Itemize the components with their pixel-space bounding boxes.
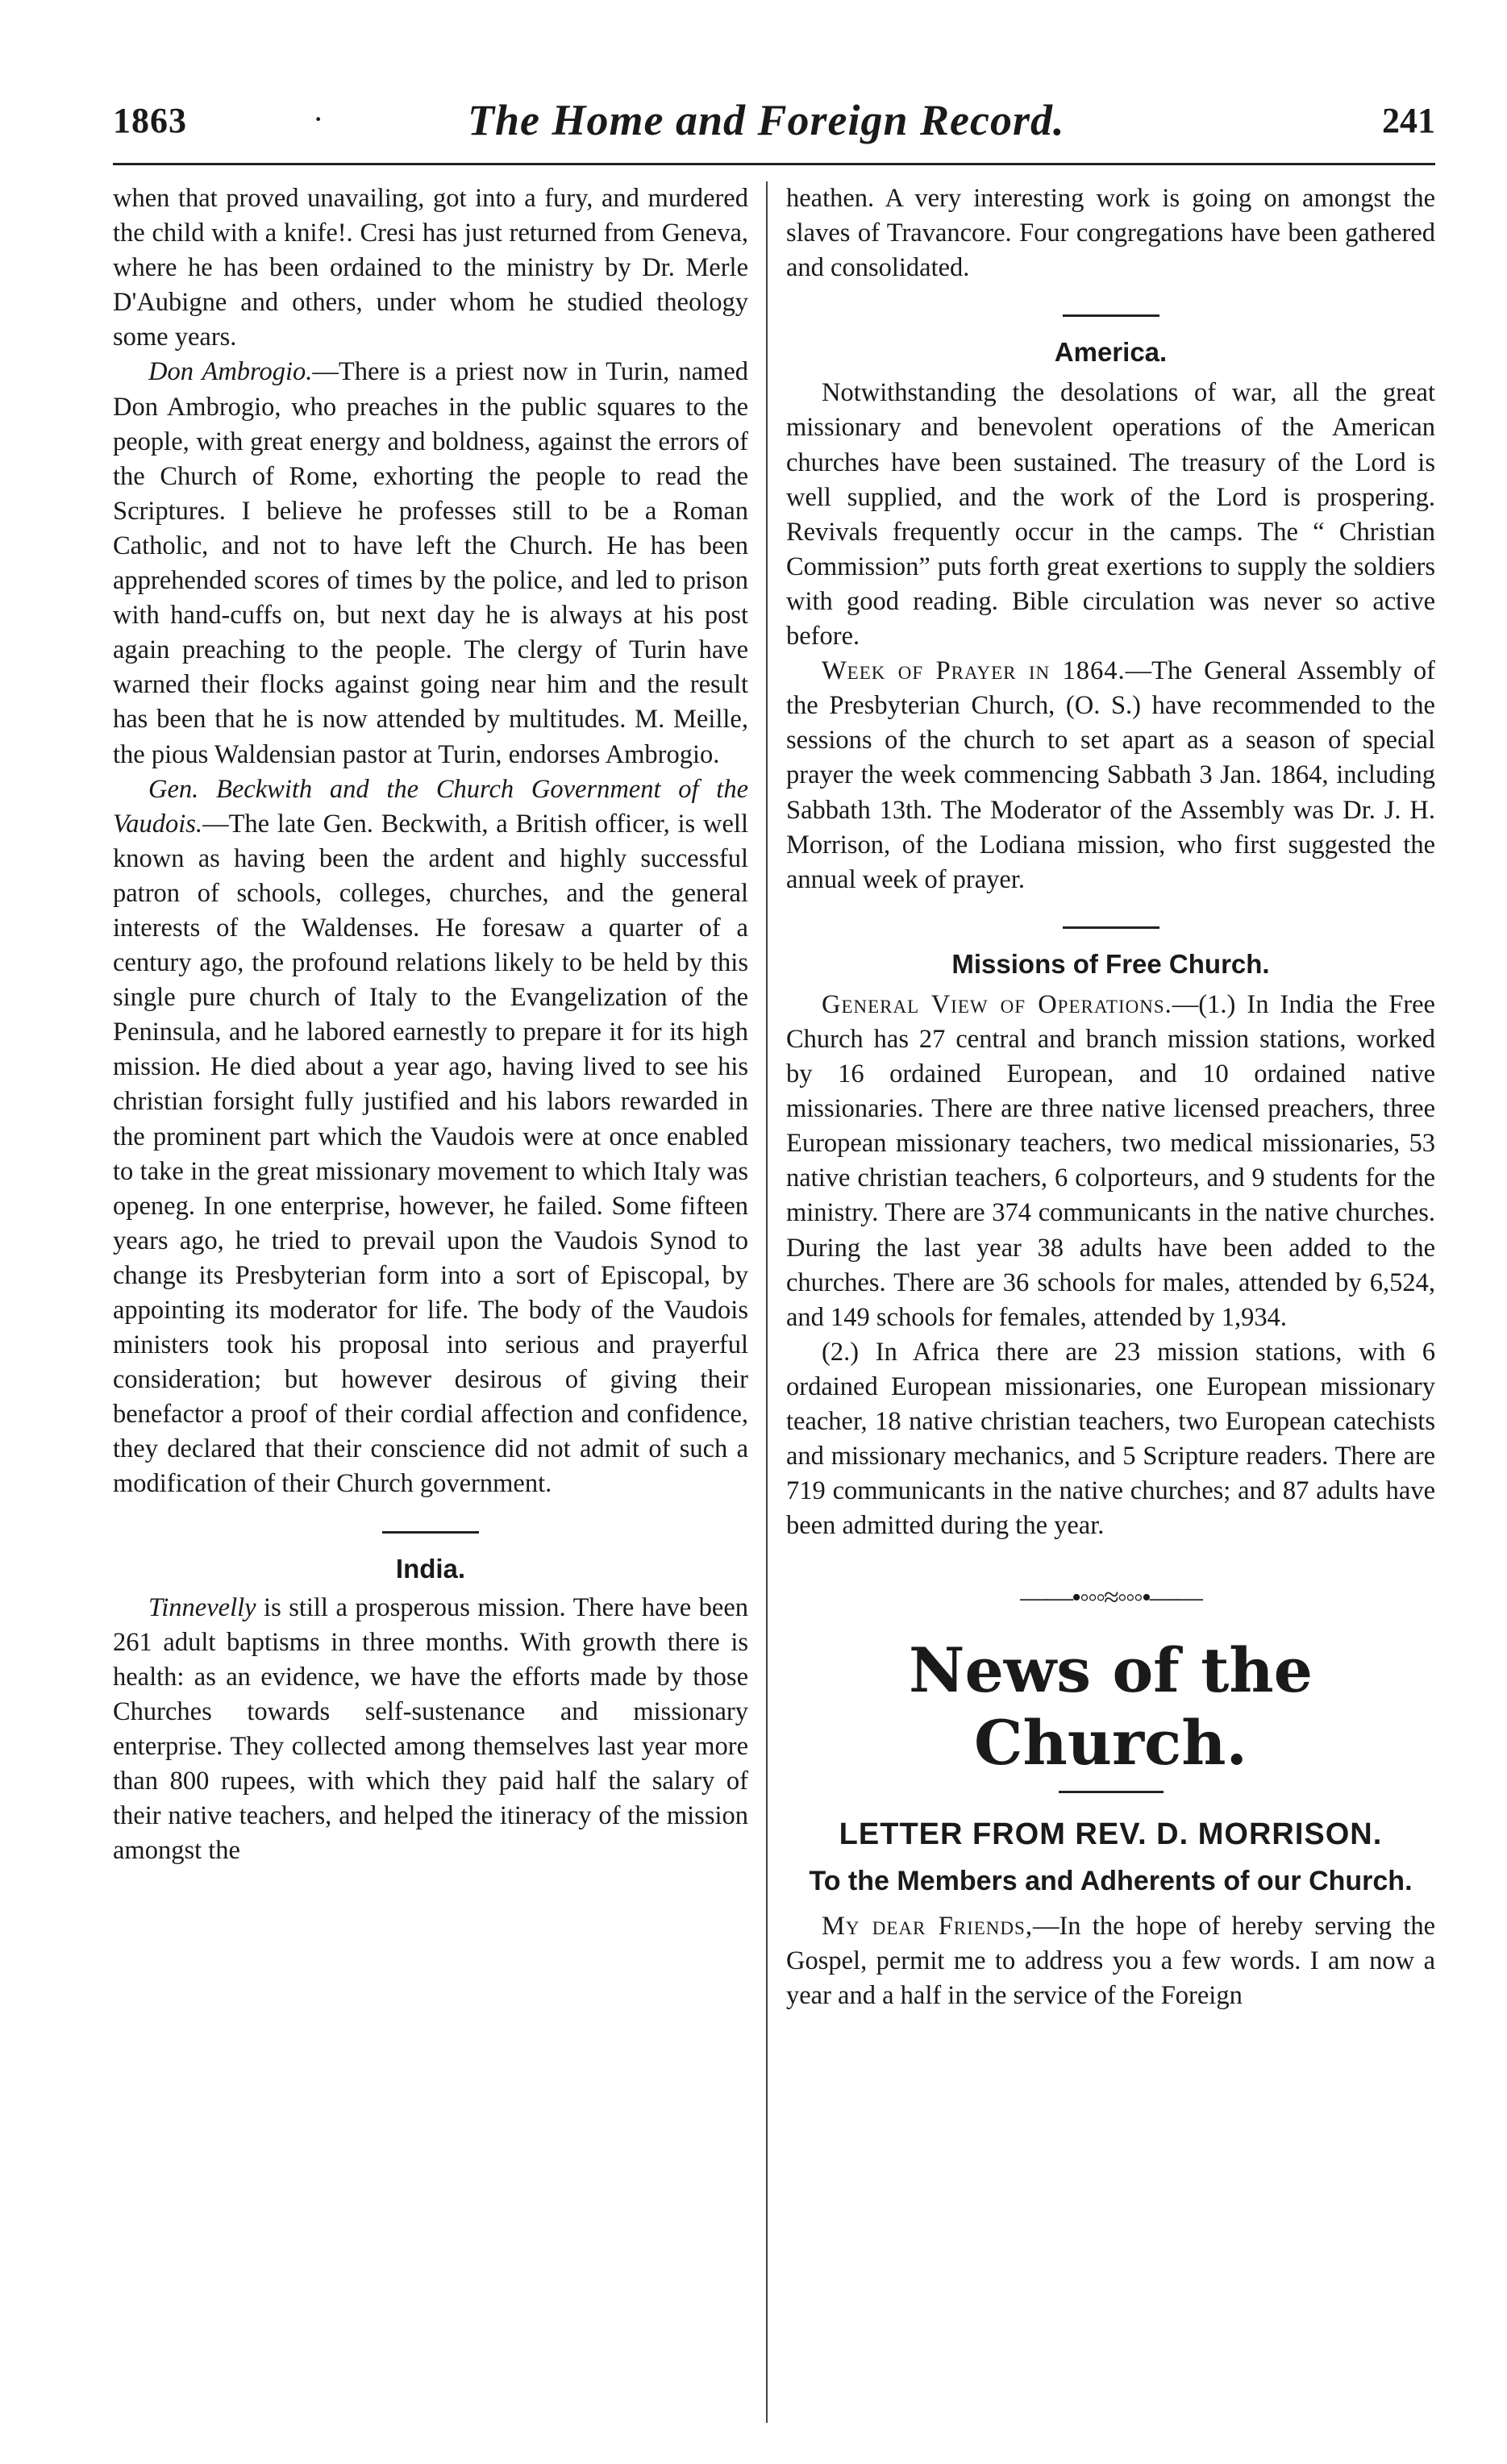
letter-heading: LETTER FROM REV. D. MORRISON.	[839, 1817, 1383, 1852]
paragraph-beckwith	[113, 772, 748, 1502]
paragraph-body: —The late Gen. Beckwith, a British officer, is well known as having been the ardent and highly successful patron of schools, colleges, churches, and the general interests of the Waldenses. He foresaw a quarter of a century ago, the profound relations likely to be held by this single pure church of Italy to the Evangelization of the Peninsula, and he labored earnestly to prepare it for its high mission. He died about a year ago, having lived to see his christian forsight fully justified and his labors rewarded in the prominent part which the Vaudois were at once enabled to take in the great missionary movement to which Italy was openeg. In one enterprise, however, he failed. Some fifteen years ago, he tried to prevail upon the Vaudois Synod to change its Presbyterian form into a sort of Episcopal, by appointing its moderator for life. The body of the Vaudois ministers took his proposal into serious and prayerful consideration; but however desirous of giving their benefactor a proof of their cordial affection and confidence, they declared that their conscience did not admit of such a modification of their Church government.	[113, 809, 748, 1499]
paragraph-lead: General View of Operations.	[822, 989, 1172, 1019]
paragraph-body: —There is a priest now in Turin, named Don Ambrogio, who preaches in the public squares to the people, with great energy and boldness, against the errors of the Church of Rome, exhorting the people to read the Scriptures. I believe he professes still to be a Roman Catholic, and not to have left the Church. He has been apprehended scores of times by the police, and led to prison with hand-cuffs on, but next day he is always at his post again preaching to the people. The clergy of Turin have warned their flocks against going near him and the result has been that he is now attended by multitudes. M. Meille, the pious Waldensian pastor at Turin, endorses Ambrogio.	[113, 357, 748, 769]
paragraph-tinnevelly	[113, 1591, 748, 1869]
left-column	[113, 181, 748, 1868]
section-rule	[1059, 1791, 1164, 1793]
header-rule	[113, 163, 1435, 165]
news-heading: News of the Church.	[908, 1634, 1313, 1779]
ornament-divider: ——•◦◦◦≈◦◦◦•——	[1020, 1583, 1201, 1613]
paragraph-don-ambrogio	[113, 355, 748, 772]
paragraph-week-of-prayer	[786, 654, 1435, 897]
paragraph-body: —The General Assembly of the Presbyterian Church, (O. S.) have recommended to the sessions of the church to set apart as a season of special prayer the week commencing Sabbath 3 Jan. 1864, including Sabbath 13th. The Moderator of the Assembly was Dr. J. H. Morrison, of the Lodiana mission, who first suggested the annual week of prayer.	[786, 656, 1436, 894]
header-title: The Home and Foreign Record.	[468, 96, 1065, 144]
letter-subheading: To the Members and Adherents of our Church.	[809, 1865, 1413, 1896]
paragraph-lead: Don Ambrogio.	[148, 357, 313, 387]
paragraph-africa: (2.) In Africa there are 23 mission stations, with 6 ordained European missionaries, one European missionary teacher, 18 native christian teachers, two European catechists and missionary mechanics, and 5 Scripture readers. There are 719 communicants in the native churches; and 87 adults have been admitted during the year.	[786, 1337, 1435, 1541]
paragraph-cresi: when that proved unavailing, got into a fury, and murdered the child with a knife!. Cresi has just returned from Geneva, where he has been ordained to the ministry by Dr. Merle D'Aubigne and others, under whom he studied theology some years.	[113, 184, 748, 352]
section-heading-free-church: Missions of Free Church.	[951, 948, 1270, 979]
column-divider	[766, 181, 768, 2423]
paragraph-lead: Week of Prayer in 1864.	[822, 656, 1126, 686]
section-heading-india: India.	[395, 1553, 466, 1584]
paragraph-lead: Gen. Beckwith and the Church Government of the Vaudois.	[113, 774, 748, 839]
header-page-number: 241	[1382, 101, 1435, 140]
paragraph-travancore: heathen. A very interesting work is going on amongst the slaves of Travancore. Four congregations have been gathered and consolidated.	[786, 184, 1435, 283]
paragraph-body: —In the hope of hereby serving the Gospel, permit me to address you a few words. I am now a year and a half in the service of the Foreign	[786, 1911, 1435, 2010]
paragraph-lead: My dear Friends,	[822, 1911, 1033, 1941]
section-rule	[382, 1531, 479, 1534]
paragraph-america: Notwithstanding the desolations of war, all the great missionary and benevolent operations of the American churches have been sustained. The treasury of the Lord is well supplied, and the work of the Lord is prospering. Revivals frequently occur in the camps. The “ Christian Commission” puts forth great exertions to supply the soldiers with good reading. Bible circulation was never so active before.	[786, 378, 1435, 651]
section-rule	[1063, 314, 1159, 317]
paragraph-body: is still a prosperous mission. There have been 261 adult baptisms in three months. With growth there is health: as an evidence, we have the efforts made by those Churches towards self-sustenance and missionary enterprise. They collected among themselves last year more than 800 rupees, with which they paid half the salary of their native teachers, and helped the itineracy of the mission amongst the	[113, 1592, 748, 1866]
right-column	[786, 181, 1435, 2013]
header-year: 1863	[113, 101, 187, 140]
page-header	[113, 95, 1435, 160]
paragraph-body: —(1.) In India the Free Church has 27 central and branch mission stations, worked by 16 ordained European, and 10 ordained native missionaries. There are three native licensed preachers, three European missionary teachers, two medical missionaries, 53 native christian teachers, 6 colporteurs, and 9 students for the ministry. There are 374 communicants in the native churches. During the last year 38 adults have been added to the churches. There are 36 schools for males, attended by 6,524, and 149 schools for females, attended by 1,934.	[786, 989, 1435, 1332]
paragraph-letter	[786, 1909, 1435, 2013]
section-heading-america: America.	[1054, 337, 1168, 368]
section-rule	[1063, 926, 1159, 929]
paragraph-lead: Tinnevelly	[148, 1592, 256, 1622]
paragraph-general-view	[786, 988, 1435, 1335]
header-separator: ·	[313, 101, 324, 137]
